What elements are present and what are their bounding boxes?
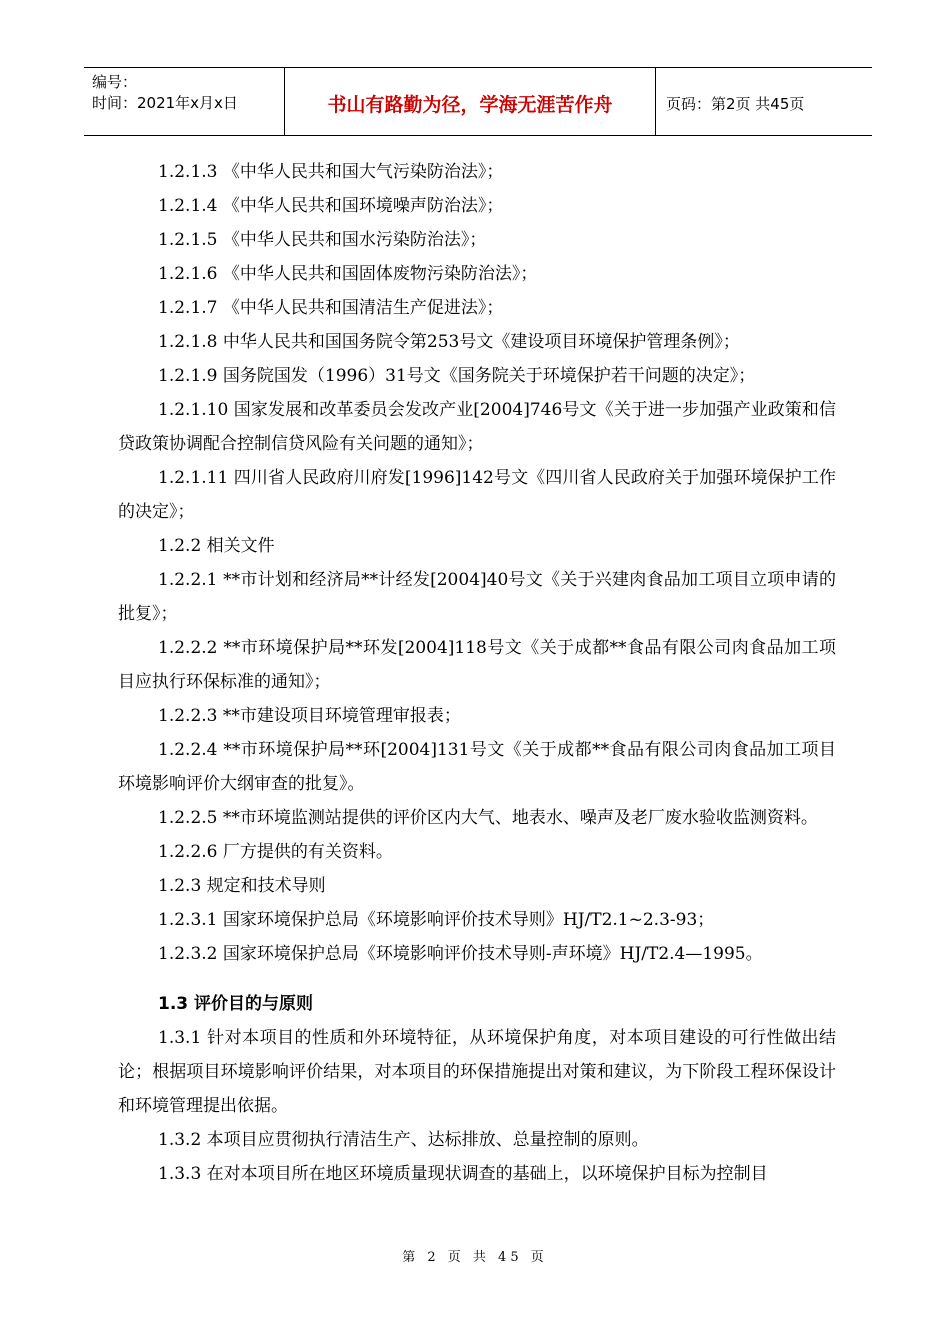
doc-time-label: 时间：2021年x月x日 xyxy=(92,94,238,112)
header-meta-cell xyxy=(84,68,285,135)
page-footer: 第 2 页 共 45 页 xyxy=(402,1250,548,1265)
section-heading-1-3: 1.3 评价目的与原则 xyxy=(158,994,314,1014)
header-motto: 书山有路勤为径，学海无涯苦作舟 xyxy=(285,68,656,135)
paragraph-1-2-3-1: 1.2.3.1 国家环境保护总局《环境影响评价技术导则》HJ/T2.1~2.3-93； xyxy=(158,910,715,930)
paragraph-1-2-3-2: 1.2.3.2 国家环境保护总局《环境影响评价技术导则-声环境》HJ/T2.4—1995。 xyxy=(158,944,763,964)
paragraph-1-3-3: 1.3.3 在对本项目所在地区环境质量现状调查的基础上，以环境保护目标为控制目 xyxy=(158,1164,768,1184)
paragraph-1-2-1-7: 1.2.1.7 《中华人民共和国清洁生产促进法》； xyxy=(158,298,504,318)
paragraph-1-2-1-4: 1.2.1.4 《中华人民共和国环境噪声防治法》； xyxy=(158,196,504,216)
paragraph-1-2-1-9: 1.2.1.9 国务院国发（1996）31号文《国务院关于环境保护若干问题的决定》； xyxy=(158,366,756,386)
paragraph-1-2-2-5: 1.2.2.5 **市环境监测站提供的评价区内大气、地表水、噪声及老厂废水验收监测资料。 xyxy=(158,808,818,828)
paragraph-1-2-1-3: 1.2.1.3 《中华人民共和国大气污染防治法》； xyxy=(158,162,504,182)
subsection-1-2-2: 1.2.2 相关文件 xyxy=(158,536,275,556)
paragraph-1-2-1-8: 1.2.1.8 中华人民共和国国务院令第253号文《建设项目环境保护管理条例》； xyxy=(158,332,740,352)
header-page-info: 页码：第2页 共45页 xyxy=(666,95,805,113)
document-body xyxy=(118,155,836,1191)
subsection-1-2-3: 1.2.3 规定和技术导则 xyxy=(158,876,326,896)
paragraph-1-2-2-4: 1.2.2.4 **市环境保护局**环[2004]131号文《关于成都**食品有限公司肉食品加工项目环境影响评价大纲审查的批复》。 xyxy=(118,740,836,794)
paragraph-1-3-2: 1.3.2 本项目应贯彻执行清洁生产、达标排放、总量控制的原则。 xyxy=(158,1130,649,1150)
doc-number-label: 编号： xyxy=(92,73,138,91)
page-header xyxy=(84,67,872,136)
paragraph-1-2-2-6: 1.2.2.6 厂方提供的有关资料。 xyxy=(158,842,393,862)
paragraph-1-2-1-10: 1.2.1.10 国家发展和改革委员会发改产业[2004]746号文《关于进一步加强产业政策和信贷政策协调配合控制信贷风险有关问题的通知》； xyxy=(118,400,836,454)
paragraph-1-2-1-5: 1.2.1.5 《中华人民共和国水污染防治法》； xyxy=(158,230,487,250)
paragraph-1-2-2-2: 1.2.2.2 **市环境保护局**环发[2004]118号文《关于成都**食品有限公司肉食品加工项目应执行环保标准的通知》； xyxy=(118,638,836,692)
paragraph-1-2-1-11: 1.2.1.11 四川省人民政府川府发[1996]142号文《四川省人民政府关于加强环境保护工作的决定》； xyxy=(118,468,836,522)
paragraph-1-3-1: 1.3.1 针对本项目的性质和外环境特征，从环境保护角度，对本项目建设的可行性做出结论；根据项目环境影响评价结果，对本项目的环保措施提出对策和建议，为下阶段工程环保设计和环境管理提出依据。 xyxy=(118,1028,836,1116)
paragraph-1-2-1-6: 1.2.1.6 《中华人民共和国固体废物污染防治法》； xyxy=(158,264,538,284)
paragraph-1-2-2-1: 1.2.2.1 **市计划和经济局**计经发[2004]40号文《关于兴建肉食品加工项目立项申请的批复》； xyxy=(118,570,836,624)
paragraph-1-2-2-3: 1.2.2.3 **市建设项目环境管理审报表； xyxy=(158,706,461,726)
